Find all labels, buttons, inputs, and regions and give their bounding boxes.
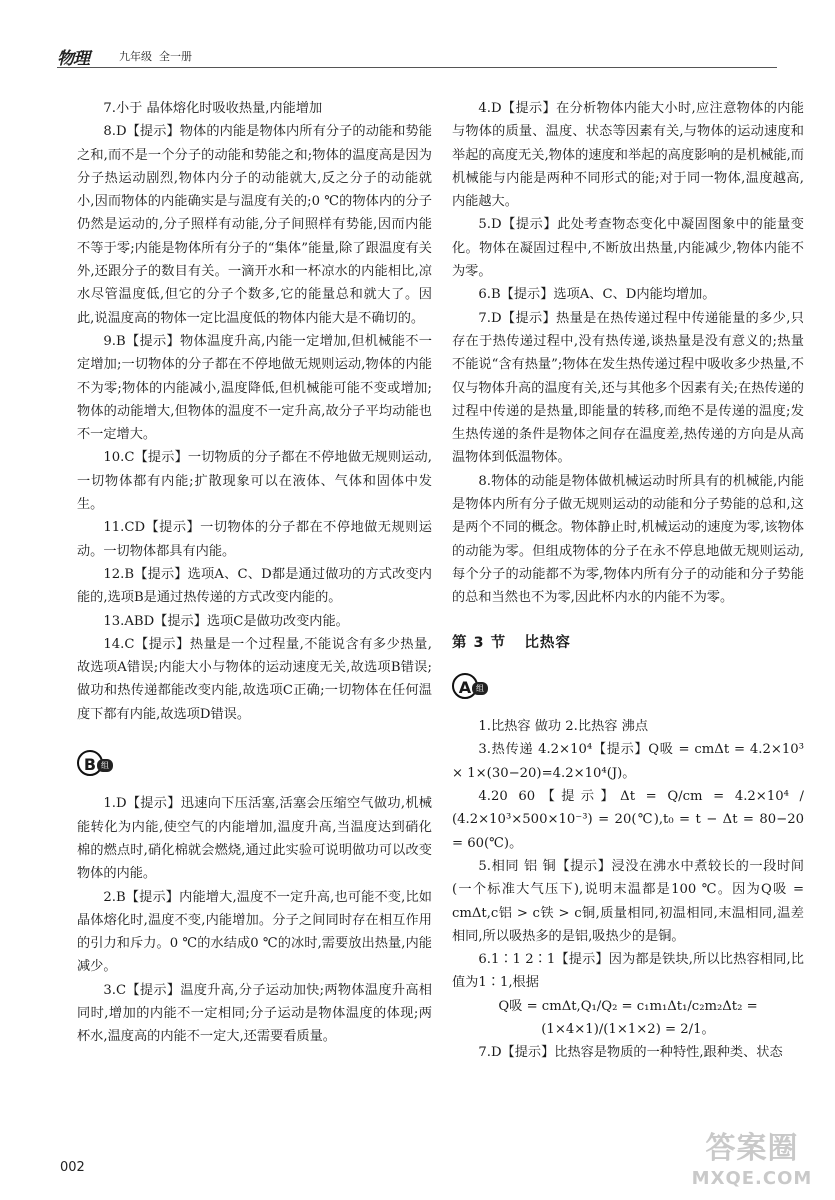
section-title: 第 3 节 比热容 xyxy=(452,634,571,651)
left-column xyxy=(77,97,432,1049)
group-b-answer-4: 4.D【提示】在分析物体内能大小时,应注意物体的内能与物体的质量、温度、状态等因素有关,与物体的运动速度和举起的高度无关,物体的速度和举起的高度影响的是机械能,而机械能与内能是两种不同形式的能;对于同一物体,温度越高,内能越大。 xyxy=(452,101,804,210)
watermark-text: 答案圈 xyxy=(705,1131,799,1166)
group-a-answer-6-formula: Q吸 = cmΔt,Q₁/Q₂ = c₁m₁Δt₁/c₂m₂Δt₂ = (1×4×1)/(1×1×2) = 2/1。 xyxy=(498,998,758,1037)
group-a-letter: A xyxy=(452,673,478,699)
group-a-answer-1: 1.比热容 做功 2.比热容 沸点 xyxy=(478,719,649,735)
grade-label: 九年级 全一册 xyxy=(119,50,192,63)
group-a-answer-5: 5.相同 铝 铜【提示】浸没在沸水中煮较长的一段时间(一个标准大气压下),说明末温都是100 ℃。因为Q吸 = cmΔt,c铝 > c铁 > c铜,质量相同,初温相同,末温相同,温差相同,所以吸热多的是铝,吸热少的是铜。 xyxy=(452,858,804,944)
answer-13: 13.ABD【提示】选项C是做功改变内能。 xyxy=(103,613,349,629)
group-b-answer-2: 2.B【提示】内能增大,温度不一定升高,也可能不变,比如晶体熔化时,温度不变,内能增加。分子之间同时存在相互作用的引力和斥力。0 ℃的水结成0 ℃的冰时,需要放出热量,内能减少。 xyxy=(77,889,432,975)
answer-11: 11.CD【提示】一切物体的分子都在不停地做无规则运动。一切物体都具有内能。 xyxy=(77,520,432,559)
group-a-answer-3: 3.热传递 4.2×10⁴【提示】Q吸 = cmΔt = 4.2×10³ × 1×(30−20)=4.2×10⁴(J)。 xyxy=(452,742,804,781)
group-b-answer-6: 6.B【提示】选项A、C、D内能均增加。 xyxy=(478,287,716,303)
group-a-answer-4: 4.20 60【提示】Δt = Q/cm = 4.2×10⁴ / (4.2×10³×500×10⁻³) = 20(℃),t₀ = t − Δt = 80−20 = 60(℃)。 xyxy=(452,789,804,851)
group-a-tag: 组 xyxy=(472,682,488,695)
watermark-url: MXQE.COM xyxy=(691,1168,813,1189)
answer-10: 10.C【提示】一切物质的分子都在不停地做无规则运动,一切物体都有内能;扩散现象可以在液体、气体和固体中发生。 xyxy=(77,450,432,513)
page-header xyxy=(57,40,777,70)
subject-logo: 物理 xyxy=(57,49,89,69)
answer-9: 9.B【提示】物体温度升高,内能一定增加,但机械能不一定增加;一切物体的分子都在不停地做无规则运动,物体的内能不为零;物体的内能减小,温度降低,但机械能可能不变或增加;物体的动能增大,但物体的温度不一定升高,故分子平均动能也不一定增大。 xyxy=(77,333,432,443)
group-b-badge-icon xyxy=(77,750,113,776)
header-rule xyxy=(57,67,777,68)
watermark-logo xyxy=(677,1130,827,1196)
group-b-answer-1: 1.D【提示】迅速向下压活塞,活塞会压缩空气做功,机械能转化为内能,使空气的内能增加,温度升高,当温度达到硝化棉的燃点时,硝化棉就会燃烧,通过此实验可说明做功可以改变物体的内能。 xyxy=(77,796,432,882)
answer-14: 14.C【提示】热量是一个过程量,不能说含有多少热量,故选项A错误;内能大小与物体的运动速度无关,故选项B错误;做功和热传递都能改变内能,故选项C正确;一切物体在任何温度下都有内能,故选项D错误。 xyxy=(77,636,432,722)
group-b-answer-7: 7.D【提示】热量是在热传递过程中传递能量的多少,只存在于热传递过程中,没有热传递,谈热量是没有意义的;热量不能说“含有热量”;物体在发生热传递过程中吸收多少热量,不仅与物体升高的温度有关,还与其他多个因素有关;在热传递的过程中传递的是热量,即能量的转移,而绝不是传递的温度;发生热传递的条件是物体之间存在温度差,热传递的方向是从高温物体到低温物体。 xyxy=(452,310,804,466)
group-b-letter: B xyxy=(77,750,103,776)
group-b-answer-5: 5.D【提示】此处考查物态变化中凝固图象中的能量变化。物体在凝固过程中,不断放出热量,内能减少,物体内能不为零。 xyxy=(452,217,804,280)
right-column xyxy=(452,97,804,1065)
group-a-badge-icon xyxy=(452,673,488,699)
group-a-answer-7: 7.D【提示】比热容是物质的一种特性,跟种类、状态 xyxy=(478,1045,783,1061)
answer-12: 12.B【提示】选项A、C、D都是通过做功的方式改变内能的,选项B是通过热传递的方式改变内能的。 xyxy=(77,566,432,606)
page-number: 002 xyxy=(60,1160,85,1175)
answer-7: 7.小于 晶体熔化时吸收热量,内能增加 xyxy=(103,101,323,116)
group-b-tag: 组 xyxy=(97,759,113,772)
group-b-answer-8: 8.物体的动能是物体做机械运动时所具有的机械能,内能是物体内所有分子做无规则运动的动能和分子势能的总和,这是两个不同的概念。物体静止时,机械运动的速度为零,该物体的动能为零。但组成物体的分子在永不停息地做无规则运动,每个分子的动能都不为零,物体内所有分子的动能和分子势能的总和当然也不为零,因此杯内水的内能不为零。 xyxy=(452,473,804,606)
group-a-answer-6: 6.1∶1 2∶1【提示】因为都是铁块,所以比热容相同,比值为1∶1,根据 xyxy=(452,952,804,991)
group-b-answer-3: 3.C【提示】温度升高,分子运动加快;两物体温度升高相同时,增加的内能不一定相同;分子运动是物体温度的体现;两杯水,温度高的内能不一定大,还需要看质量。 xyxy=(77,982,432,1045)
answer-8: 8.D【提示】物体的内能是物体内所有分子的动能和势能之和,而不是一个分子的动能和势能之和;物体的温度高是因为分子热运动剧烈,物体内分子的动能就大,反之分子的动能就小,因而物体的内能确实是与温度有关的;0 ℃的物体内的分子仍然是运动的,分子照样有动能,分子间照样有势能,因而内能不等于零;内能是物体所有分子的“集体”能量,除了跟温度有关外,还跟分子的数目有关。一滴开水和一杯凉水的内能相比,凉水尽管温度低,但它的分子个数多,它的能量总和就大了。因此,说温度高的物体一定比温度低的物体内能大是不确切的。 xyxy=(77,124,432,326)
